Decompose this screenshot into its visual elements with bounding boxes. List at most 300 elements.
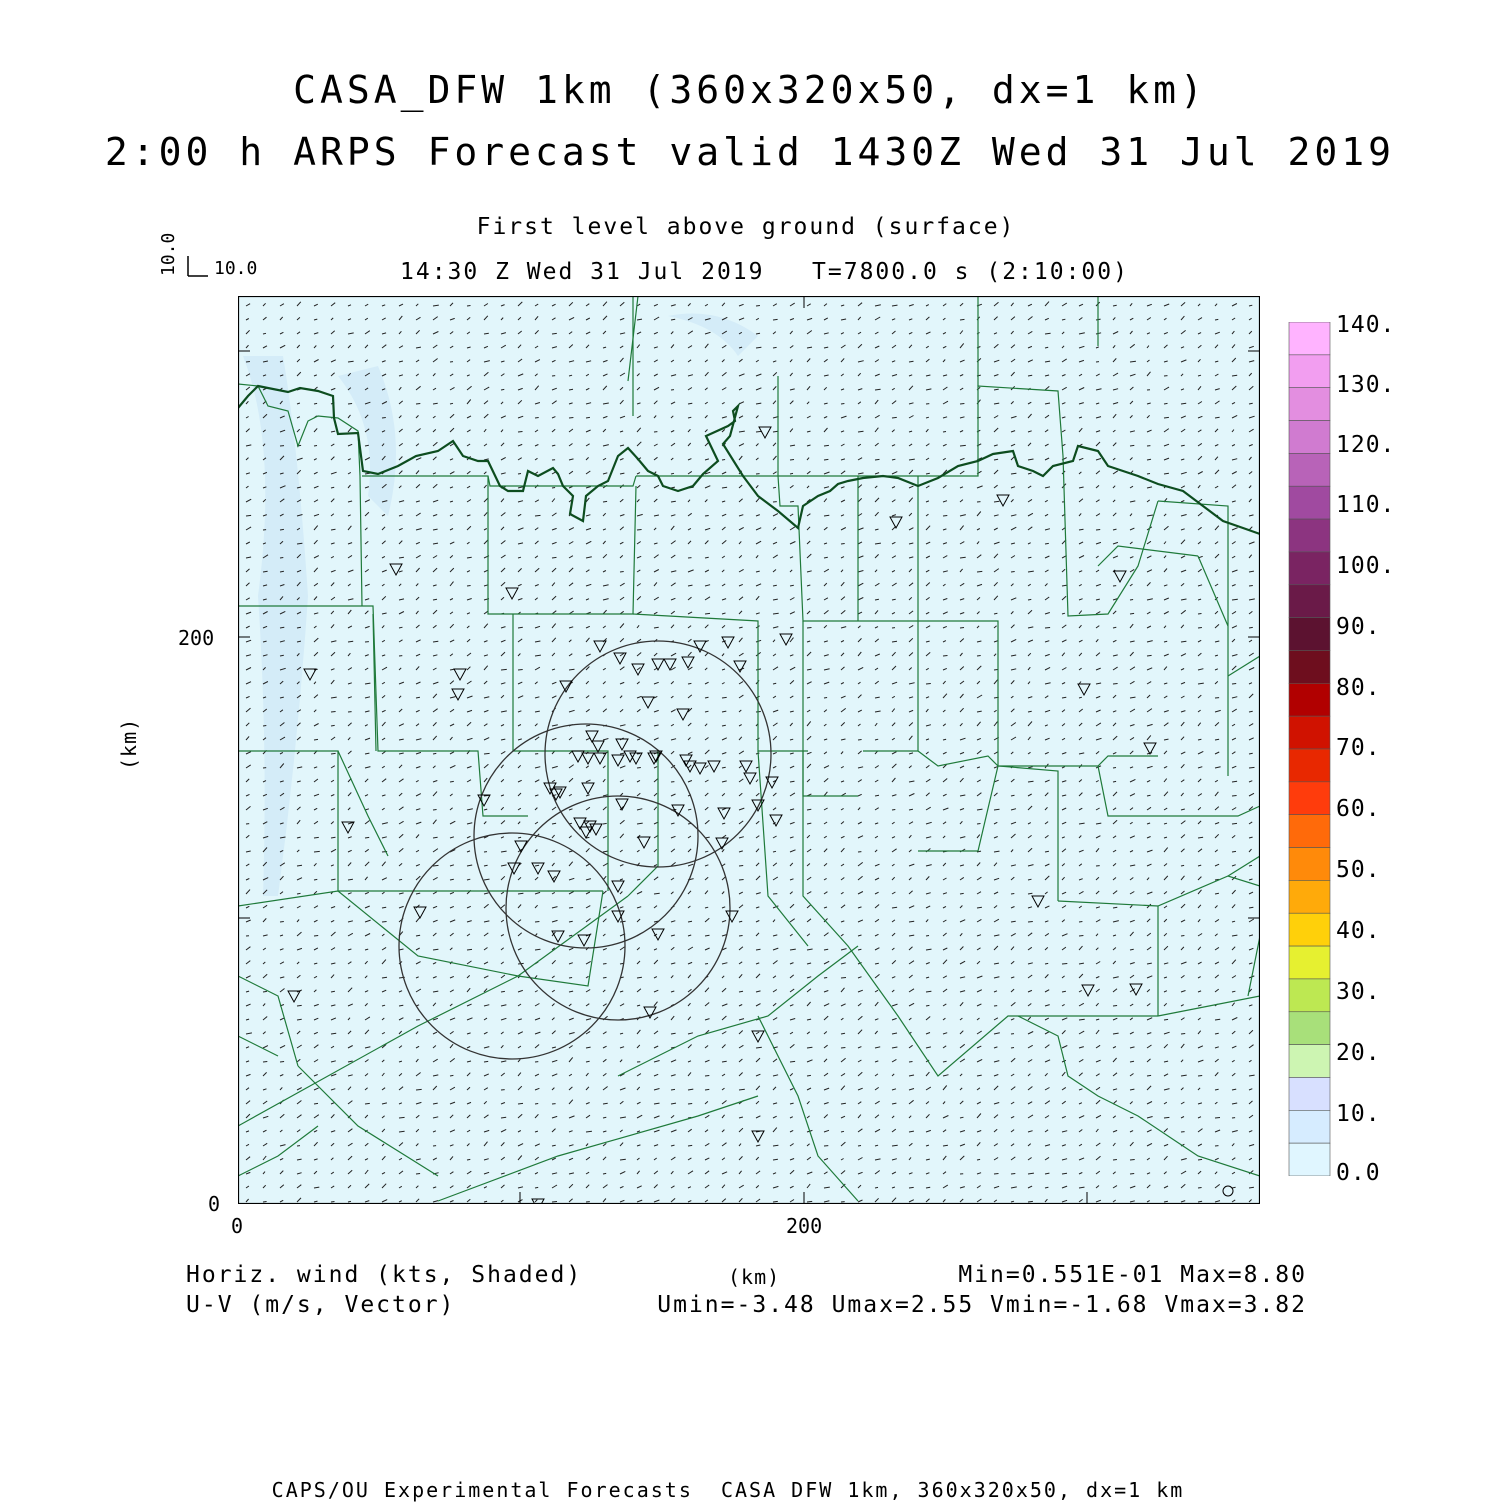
- wind-vector: [1232, 796, 1237, 797]
- wind-vector: [297, 543, 302, 544]
- wind-vector: [365, 1103, 370, 1104]
- wind-vector: [535, 949, 540, 950]
- title-line-2: 2:00 h ARPS Forecast valid 1430Z Wed 31 Jul 2019: [0, 130, 1500, 174]
- wind-vector: [1011, 572, 1015, 573]
- wind-vector: [1147, 1075, 1151, 1076]
- wind-vector: [1113, 1160, 1117, 1161]
- wind-vector: [280, 558, 283, 559]
- wind-vector: [1164, 641, 1167, 642]
- wind-vector: [569, 697, 574, 698]
- wind-vector: [280, 571, 284, 572]
- wind-vector: [756, 347, 761, 348]
- colorbar-label: 60.: [1336, 796, 1381, 822]
- wind-vector: [1215, 319, 1218, 320]
- x-tick-label-200: 200: [786, 1214, 822, 1238]
- colorbar-cell: [1289, 453, 1330, 486]
- wind-vector: [552, 557, 557, 558]
- wind-vector: [331, 487, 334, 488]
- wind-vector: [365, 837, 369, 838]
- wind-vector: [569, 908, 573, 909]
- wind-vector: [535, 418, 539, 419]
- wind-vector: [1130, 613, 1134, 614]
- wind-vector: [1045, 347, 1048, 348]
- wind-vector: [926, 991, 931, 992]
- colorbar-cell: [1289, 486, 1330, 519]
- wind-vector: [399, 1005, 403, 1006]
- colorbar-cell: [1289, 650, 1330, 683]
- wind-vector: [688, 417, 691, 418]
- wind-vector: [518, 670, 523, 671]
- wind-vector: [994, 613, 997, 614]
- wind-vector: [773, 347, 777, 348]
- wind-vector: [739, 880, 744, 881]
- wind-vector: [756, 431, 761, 432]
- wind-vector: [688, 1104, 692, 1105]
- colorbar-cell: [1289, 880, 1330, 913]
- title-line-1: CASA_DFW 1km (360x320x50, dx=1 km): [0, 68, 1500, 112]
- wind-vector: [875, 1187, 878, 1188]
- wind-vector: [535, 1187, 538, 1188]
- colorbar-cell: [1289, 519, 1330, 552]
- y-axis-label: (km): [117, 718, 141, 770]
- wind-vector: [1198, 614, 1202, 615]
- wind-vector: [1028, 557, 1031, 558]
- colorbar-label: 40.: [1336, 918, 1381, 944]
- wind-vector: [722, 487, 727, 488]
- wind-vector: [671, 473, 674, 474]
- wind-vector: [433, 865, 439, 866]
- colorbar-cell: [1289, 322, 1330, 355]
- wind-vector: [960, 445, 966, 446]
- wind-vector: [433, 753, 436, 754]
- uv-stats: Umin=-3.48 Umax=2.55 Vmin=-1.68 Vmax=3.82: [657, 1292, 1307, 1318]
- colorbar-cell: [1289, 716, 1330, 749]
- wind-vector: [790, 460, 794, 461]
- colorbar-cell: [1289, 913, 1330, 946]
- wind-vector: [484, 753, 490, 754]
- wind-vector: [450, 403, 453, 404]
- wind-vector: [1181, 936, 1184, 937]
- wind-vector: [263, 991, 267, 992]
- wind-vector: [1215, 1118, 1220, 1119]
- wind-vector: [773, 487, 776, 488]
- wind-vector: [1062, 964, 1067, 965]
- wind-vector: [790, 585, 794, 586]
- wind-vector: [824, 557, 828, 558]
- wind-vector: [1198, 628, 1202, 629]
- wind-vector: [807, 628, 812, 629]
- wind-vector: [263, 726, 266, 727]
- wind-vector: [331, 712, 336, 713]
- wind-vector: [314, 446, 317, 447]
- wind-vector: [807, 1201, 812, 1202]
- wind-vector: [535, 922, 539, 923]
- wind-vector: [841, 1131, 844, 1132]
- level-subtitle: First level above ground (surface): [0, 214, 1492, 240]
- wind-vector: [399, 1117, 405, 1118]
- wind-vector: [586, 417, 590, 418]
- wind-vector: [314, 837, 319, 838]
- wind-vector: [620, 572, 624, 573]
- colorbar-label: 70.: [1336, 735, 1381, 761]
- colorbar: [1288, 322, 1332, 1176]
- wind-vector: [1079, 922, 1082, 923]
- reference-vector-icon: [180, 256, 210, 278]
- wind-vector: [892, 417, 897, 418]
- wind-vector: [1011, 894, 1014, 895]
- wind-vector: [331, 1202, 335, 1203]
- wind-vector: [926, 684, 931, 685]
- wind-vector: [1011, 1174, 1015, 1175]
- wind-vector: [943, 656, 948, 657]
- wind-vector: [705, 964, 708, 965]
- reference-vector-y-label: 10.0: [158, 233, 179, 276]
- wind-vector: [960, 628, 964, 629]
- wind-vector: [535, 865, 539, 866]
- wind-vector: [297, 893, 301, 894]
- wind-vector: [1130, 600, 1133, 601]
- wind-vector: [1215, 1089, 1219, 1090]
- colorbar-cell: [1289, 585, 1330, 618]
- wind-vector: [977, 656, 981, 657]
- colorbar-label: 30.: [1336, 979, 1381, 1005]
- wind-vector: [1028, 922, 1033, 923]
- wind-vector: [1249, 586, 1253, 587]
- wind-vector: [943, 739, 946, 740]
- wind-vector: [977, 824, 981, 825]
- wind-vector: [1249, 1187, 1254, 1188]
- wind-vector: [858, 740, 862, 741]
- colorbar-cell: [1289, 848, 1330, 881]
- colorbar-label: 50.: [1336, 857, 1381, 883]
- wind-vector: [722, 460, 725, 461]
- wind-vector: [671, 501, 676, 502]
- wind-vector: [637, 754, 640, 755]
- wind-vector: [484, 1201, 487, 1202]
- wind-vector: [569, 389, 573, 390]
- wind-vector: [1028, 893, 1032, 894]
- wind-vector: [1232, 1187, 1236, 1188]
- colorbar-cell: [1289, 388, 1330, 421]
- colorbar-cell: [1289, 1077, 1330, 1110]
- wind-vector: [569, 921, 573, 922]
- wind-vector: [280, 529, 284, 530]
- wind-vector: [552, 1202, 557, 1203]
- wind-vector: [824, 978, 827, 979]
- wind-vector: [705, 935, 710, 936]
- wind-vector: [892, 810, 895, 811]
- wind-vector: [1232, 823, 1237, 824]
- wind-vector: [280, 1062, 284, 1063]
- colorbar-cell: [1289, 1143, 1330, 1176]
- wind-vector: [569, 935, 572, 936]
- colorbar-cell: [1289, 782, 1330, 815]
- wind-vector: [1147, 655, 1152, 656]
- wind-vector: [705, 613, 710, 614]
- wind-vector: [1147, 474, 1150, 475]
- wind-vector: [603, 501, 607, 502]
- wind-vector: [824, 445, 829, 446]
- wind-vector: [501, 991, 505, 992]
- wind-vector: [552, 333, 557, 334]
- wind-vector: [1249, 403, 1253, 404]
- colorbar-label: 130.: [1336, 372, 1395, 398]
- wind-vector: [824, 459, 828, 460]
- wind-vector: [688, 1145, 692, 1146]
- wind-vector: [399, 557, 404, 558]
- wind-vector: [501, 669, 507, 670]
- colorbar-cell: [1289, 749, 1330, 782]
- wind-vector: [501, 389, 504, 390]
- wind-vector: [1164, 1019, 1168, 1020]
- wind-vector: [637, 768, 641, 769]
- wind-vector: [263, 1062, 267, 1063]
- wind-vector: [382, 418, 386, 419]
- wind-vector: [569, 978, 572, 979]
- wind-vector: [1011, 1048, 1014, 1049]
- wind-vector: [722, 767, 726, 768]
- wind-vector: [1198, 1188, 1202, 1189]
- wind-vector: [1113, 768, 1116, 769]
- wind-vector: [1045, 543, 1049, 544]
- wind-vector: [552, 1145, 556, 1146]
- wind-vector: [722, 697, 727, 698]
- wind-vector: [467, 586, 471, 587]
- wind-vector: [467, 1159, 470, 1160]
- wind-vector: [1130, 1174, 1134, 1175]
- wind-vector: [535, 515, 541, 516]
- wind-vector: [1028, 1201, 1033, 1202]
- wind-vector: [518, 837, 521, 838]
- wind-vector: [348, 978, 351, 979]
- wind-vector: [263, 1202, 267, 1203]
- wind-vector: [841, 404, 844, 405]
- wind-vector: [1232, 375, 1237, 376]
- x-axis-label: (km): [728, 1265, 780, 1289]
- wind-vector: [671, 1089, 675, 1090]
- colorbar-label: 90.: [1336, 614, 1381, 640]
- wind-vector: [348, 404, 352, 405]
- wind-vector: [1062, 991, 1066, 992]
- wind-vector: [518, 474, 521, 475]
- wind-vector: [518, 432, 523, 433]
- colorbar-cell: [1289, 355, 1330, 388]
- wind-vector: [1164, 417, 1169, 418]
- wind-vector: [807, 697, 810, 698]
- wind-vector: [909, 1187, 914, 1188]
- colorbar-cell: [1289, 618, 1330, 651]
- wind-vector: [892, 641, 897, 642]
- wind-vector: [756, 306, 760, 307]
- colorbar-label: 120.: [1336, 432, 1395, 458]
- wind-vector: [433, 641, 438, 642]
- wind-vector: [1232, 851, 1236, 852]
- wind-vector: [246, 362, 250, 363]
- colorbar-cell: [1289, 421, 1330, 454]
- vector-legend: U-V (m/s, Vector): [186, 1292, 455, 1318]
- wind-vector: [314, 1103, 318, 1104]
- wind-vector: [1045, 628, 1050, 629]
- wind-vector: [1249, 711, 1253, 712]
- wind-vector: [705, 516, 709, 517]
- colorbar-cell: [1289, 979, 1330, 1012]
- wind-vector: [1164, 1201, 1168, 1202]
- wind-vector: [433, 810, 437, 811]
- wind-vector: [773, 319, 778, 320]
- footer-credit: CAPS/OU Experimental Forecasts CASA DFW 1km, 360x320x50, dx=1 km: [0, 1478, 1456, 1502]
- wind-vector: [603, 823, 607, 824]
- wind-vector: [263, 333, 266, 334]
- wind-vector: [1249, 627, 1253, 628]
- wind-vector: [450, 781, 454, 782]
- wind-vector: [518, 1103, 523, 1104]
- wind-vector: [858, 431, 864, 432]
- colorbar-label: 20.: [1336, 1040, 1381, 1066]
- wind-vector: [1028, 375, 1032, 376]
- colorbar-label: 80.: [1336, 675, 1381, 701]
- wind-vector: [280, 922, 284, 923]
- wind-vector: [314, 851, 320, 852]
- wind-vector: [1215, 417, 1220, 418]
- wind-vector: [1181, 1034, 1185, 1035]
- wind-vector: [569, 418, 573, 419]
- wind-vector: [960, 404, 964, 405]
- wind-vector: [1130, 1160, 1135, 1161]
- wind-vector: [1028, 599, 1031, 600]
- wind-vector: [1045, 963, 1048, 964]
- wind-vector: [1147, 795, 1151, 796]
- wind-vector: [994, 1174, 999, 1175]
- y-tick-label-0: 0: [208, 1192, 220, 1216]
- wind-vector: [297, 1019, 302, 1020]
- wind-vector: [297, 1005, 302, 1006]
- wind-vector: [994, 670, 998, 671]
- wind-vector: [824, 698, 827, 699]
- colorbar-cell: [1289, 1110, 1330, 1143]
- colorbar-cell: [1289, 552, 1330, 585]
- colorbar-label: 100.: [1336, 553, 1395, 579]
- wind-vector: [1113, 627, 1116, 628]
- wind-vector: [739, 1089, 745, 1090]
- wind-vector: [943, 432, 946, 433]
- wind-vector: [382, 922, 387, 923]
- wind-vector: [603, 964, 607, 965]
- wind-vector: [756, 949, 761, 950]
- wind-vector: [1164, 403, 1168, 404]
- colorbar-label: 140.: [1336, 312, 1395, 338]
- wind-vector: [518, 627, 523, 628]
- wind-vector: [518, 893, 523, 894]
- wind-vector: [603, 1103, 608, 1104]
- reference-vector-x-label: 10.0: [214, 258, 257, 279]
- wind-vector: [1249, 767, 1255, 768]
- wind-map: [238, 296, 1260, 1204]
- wind-vector: [858, 949, 861, 950]
- wind-vector: [348, 1201, 351, 1202]
- wind-vector: [841, 1048, 845, 1049]
- wind-vector: [450, 1075, 453, 1076]
- wind-vector: [399, 879, 402, 880]
- wind-vector: [1198, 837, 1203, 838]
- wind-vector: [637, 530, 642, 531]
- wind-vector: [909, 1062, 913, 1063]
- wind-vector: [705, 697, 709, 698]
- wind-vector: [790, 501, 794, 502]
- wind-vector: [1011, 795, 1015, 796]
- x-tick-label-0: 0: [231, 1214, 243, 1238]
- wind-vector: [1198, 739, 1201, 740]
- wind-vector: [586, 1061, 590, 1062]
- wind-vector: [552, 488, 555, 489]
- colorbar-label: 110.: [1336, 492, 1395, 518]
- wind-vector: [416, 1089, 422, 1090]
- wind-vector: [1130, 445, 1134, 446]
- wind-vector: [348, 361, 354, 362]
- wind-vector: [280, 627, 284, 628]
- wind-vector: [1045, 1187, 1048, 1188]
- wind-vector: [858, 1146, 861, 1147]
- wind-vector: [1215, 893, 1219, 894]
- wind-vector: [807, 809, 811, 810]
- wind-vector: [739, 936, 743, 937]
- wind-vector: [314, 936, 318, 937]
- wind-vector: [535, 1104, 538, 1105]
- wind-vector: [773, 683, 776, 684]
- wind-vector: [314, 739, 318, 740]
- wind-vector: [552, 823, 556, 824]
- wind-vector: [841, 544, 845, 545]
- wind-vector: [705, 1076, 709, 1077]
- colorbar-cell: [1289, 815, 1330, 848]
- wind-vector: [654, 893, 660, 894]
- wind-vector: [603, 1173, 606, 1174]
- wind-vector: [977, 571, 982, 572]
- wind-vector: [603, 1117, 606, 1118]
- minmax-stats: Min=0.551E-01 Max=8.80: [958, 1262, 1307, 1288]
- wind-vector: [841, 978, 846, 979]
- wind-vector: [773, 613, 779, 614]
- wind-vector: [790, 1061, 795, 1062]
- wind-vector: [1164, 1117, 1169, 1118]
- wind-vector: [977, 1159, 980, 1160]
- wind-vector: [637, 977, 642, 978]
- wind-vector: [1113, 1006, 1117, 1007]
- wind-vector: [1215, 501, 1218, 502]
- colorbar-cell: [1289, 946, 1330, 979]
- colorbar-label: 0.0: [1336, 1160, 1381, 1186]
- wind-vector: [1096, 530, 1100, 531]
- wind-vector: [688, 921, 692, 922]
- wind-vector: [994, 501, 1000, 502]
- wind-vector: [926, 936, 929, 937]
- wind-vector: [314, 403, 317, 404]
- colorbar-cell: [1289, 1012, 1330, 1045]
- wind-vector: [348, 641, 353, 642]
- wind-vector: [246, 515, 251, 516]
- wind-vector: [416, 1174, 420, 1175]
- wind-vector: [892, 907, 897, 908]
- wind-vector: [1232, 599, 1238, 600]
- wind-vector: [807, 1047, 812, 1048]
- wind-vector: [773, 851, 776, 852]
- wind-vector: [1062, 697, 1066, 698]
- wind-vector: [875, 795, 879, 796]
- wind-vector: [960, 319, 965, 320]
- wind-vector: [467, 949, 472, 950]
- wind-vector: [433, 837, 438, 838]
- wind-vector: [1113, 684, 1118, 685]
- wind-vector: [1249, 865, 1252, 866]
